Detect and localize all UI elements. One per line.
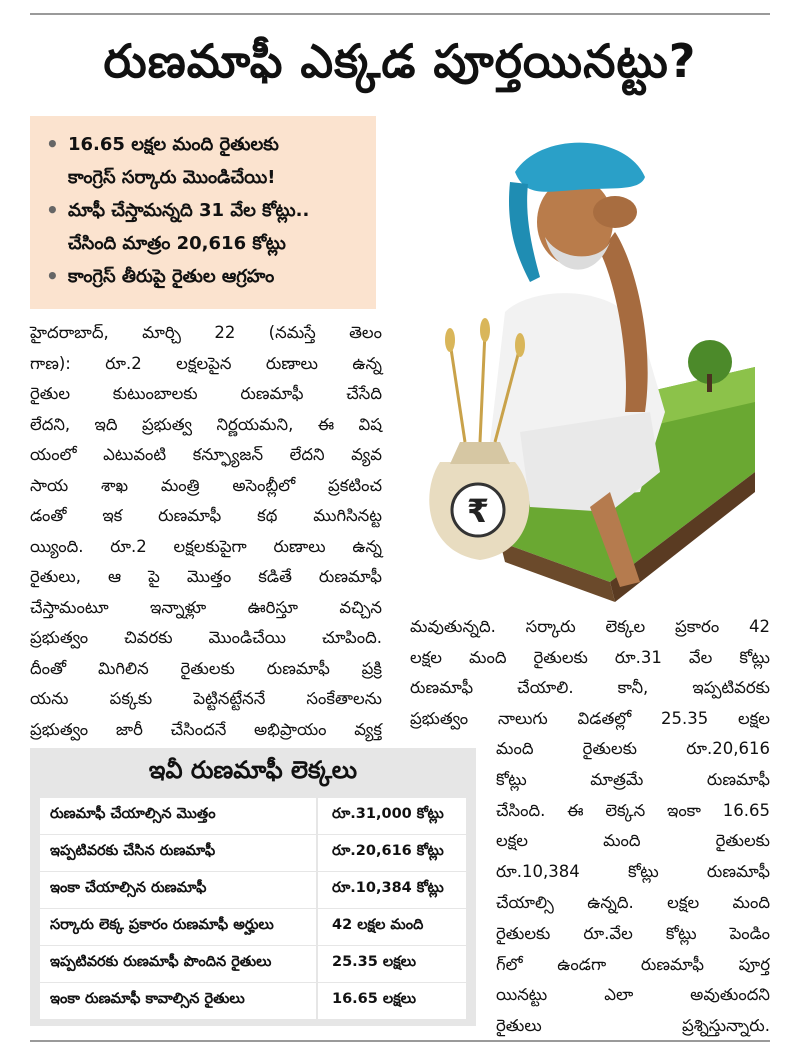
farmer-photo <box>410 112 770 604</box>
body-line: లక్షల మంది రైతులకు రూ.31 వేల కోట్లు <box>410 647 770 667</box>
bullet-icon: • <box>46 264 59 288</box>
highlight-text: కాంగ్రెస్ తీరుపై రైతుల ఆగ్రహం <box>68 266 275 287</box>
body-line: రుణమాఫీ చేయాలి. కానీ, ఇప్పటివరకు <box>410 678 770 697</box>
article-body-right-top <box>410 612 770 734</box>
body-line: యను పక్కకు పెట్టినట్టేననే సంకేతాలను <box>30 689 382 708</box>
body-line: చేస్తామంటూ ఇన్నాళ్లూ ఊరిస్తూ వచ్చిన <box>30 597 382 617</box>
highlight-text: మాఫీ చేస్తామన్నది 31 వేల కోట్లు.. చేసింది మాత్రం 20,616 కోట్లు <box>68 200 310 254</box>
table-title: ఇవీ రుణమాఫీ లెక్కలు <box>148 756 358 784</box>
bullet-icon: • <box>46 132 59 156</box>
body-line: య్యింది. రూ.2 లక్షలకుపైగా రుణాలు ఉన్న <box>30 536 382 556</box>
table-cell-label: రుణమాఫీ చేయాల్సిన మొత్తం <box>40 798 316 834</box>
headline: రుణమాఫీ ఎక్కడ పూర్తయినట్టు? <box>103 34 697 88</box>
body-line: డంతో ఇక రుణమాఫీ కథ ముగిసినట్ట <box>30 506 382 525</box>
loan-waiver-table <box>30 748 476 1026</box>
table-row <box>40 798 466 834</box>
body-line: ప్రభుత్వం జారీ చేసిందనే అభిప్రాయం వ్యక్త <box>30 719 382 739</box>
body-line: చేయాల్సి ఉన్నది. లక్షల మంది <box>496 892 770 912</box>
rupee-symbol: ₹ <box>466 492 490 530</box>
table-cell-label: ఇంకా రుణమాఫీ కావాల్సిన రైతులు <box>40 983 316 1019</box>
body-line: రైతులు ప్రశ్నిస్తున్నారు. <box>496 1016 770 1036</box>
body-line: రూ.10,384 కోట్లు రుణమాఫీ <box>496 862 770 882</box>
body-line: మంది రైతులకు రూ.20,616 <box>496 739 770 758</box>
table-cell-value: 25.35 లక్షలు <box>318 946 466 982</box>
table-row <box>40 946 466 982</box>
body-line: చేసింది. ఈ లెక్కన ఇంకా 16.65 <box>496 800 770 820</box>
body-line: రైతుల కుటుంబాలకు రుణమాఫీ చేసేది <box>30 384 382 403</box>
farmer-illustration <box>410 112 770 604</box>
table-row <box>40 909 466 945</box>
body-line: గ్‌లో ఉండగా రుణమాఫీ పూర్త <box>496 954 770 974</box>
bottom-rule <box>30 1040 770 1042</box>
highlight-item <box>46 194 366 260</box>
table-cell-value: 16.65 లక్షలు <box>318 983 466 1019</box>
body-line: రైతులకు రూ.వేల కోట్లు పెండిం <box>496 923 770 943</box>
body-line: రైతులు, ఆ పై మొత్తం కడితే రుణమాఫీ <box>30 567 382 586</box>
body-line: లక్షల మంది రైతులకు <box>496 831 770 851</box>
highlight-text: 16.65 లక్షల మంది రైతులకు కాంగ్రెస్ సర్కారు మొండిచేయి! <box>68 134 279 188</box>
body-line: ప్రభుత్వం చివరకు మొండిచేయి చూపింది. <box>30 628 382 647</box>
table-cell-label: ఇంకా చేయాల్సిన రుణమాఫీ <box>40 872 316 908</box>
top-rule <box>30 13 770 15</box>
table-cell-label: ఇప్పటివరకు చేసిన రుణమాఫీ <box>40 835 316 871</box>
body-line: దీంతో మిగిలిన రైతులకు రుణమాఫీ ప్రక్రి <box>30 658 382 678</box>
bullet-icon: • <box>46 198 59 222</box>
body-line: ప్రభుత్వం నాలుగు విడతల్లో 25.35 లక్షల <box>410 708 770 728</box>
table-row <box>40 872 466 908</box>
table-cell-value: రూ.10,384 కోట్లు <box>318 872 466 908</box>
article-body-right-bottom <box>496 734 770 1042</box>
body-line: యినట్టు ఎలా అవుతుందని <box>496 985 770 1005</box>
table-cell-label: ఇప్పటివరకు రుణమాఫీ పొందిన రైతులు <box>40 946 316 982</box>
table-cell-value: రూ.31,000 కోట్లు <box>318 798 466 834</box>
body-line: గాణ): రూ.2 లక్షలపైన రుణాలు ఉన్న <box>30 353 382 373</box>
body-line: యంలో ఎటువంటి కన్ఫ్యూజన్ లేదని వ్యవ <box>30 445 382 464</box>
table-cell-value: రూ.20,616 కోట్లు <box>318 835 466 871</box>
table-row <box>40 983 466 1019</box>
table-body <box>30 798 476 1019</box>
body-line: కోట్లు మాత్రమే రుణమాఫీ <box>496 769 770 789</box>
body-line: సాయ శాఖ మంత్రి అసెంబ్లీలో ప్రకటించ <box>30 475 382 495</box>
highlights-box <box>30 116 376 309</box>
table-cell-label: సర్కారు లెక్క ప్రకారం రుణమాఫీ అర్హులు <box>40 909 316 945</box>
highlight-item <box>46 260 366 293</box>
body-line: హైదరాబాద్, మార్చి 22 (నమస్తే తెలం <box>30 323 382 342</box>
article-body-left <box>30 318 382 745</box>
body-line: లేదని, ఇది ప్రభుత్వ నిర్ణయమని, ఈ విష <box>30 414 382 434</box>
body-line: మవుతున్నది. సర్కారు లెక్కల ప్రకారం 42 <box>410 617 770 636</box>
table-row <box>40 835 466 871</box>
highlight-item <box>46 128 366 194</box>
table-cell-value: 42 లక్షల మంది <box>318 909 466 945</box>
